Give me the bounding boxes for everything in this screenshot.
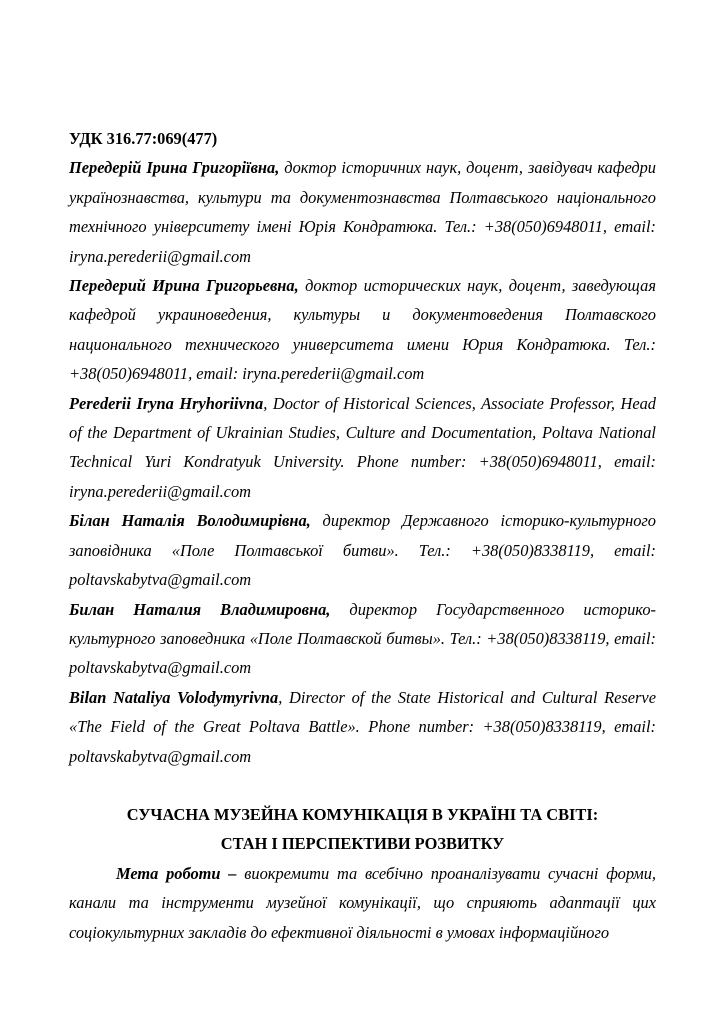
author-info: , Doctor of Historical Sciences, Associate Professor, Head of the Department of Ukrainian Studies, Culture and Documentation, Poltava National Technical Yuri Kondratyuk University. Phone number: +38(050)6948011, email: iryna.perederii@gmail.com bbox=[69, 393, 656, 501]
author-info: директор Державного історико-культурного заповідника «Поле Полтавської битви». Тел.: +38(050)8338119, email: poltavskabytva@gmail.com bbox=[69, 511, 656, 590]
author-block-uk-1 bbox=[69, 153, 656, 271]
aim-text: виокремити та всебічно проаналізувати сучасні форми, канали та інструменти музейної комунікації, що сприяють адаптації цих соціокультурних закладів до ефективної діяльності в умовах інформаційного bbox=[69, 863, 656, 942]
author-name: Perederii Iryna Hryhoriivna bbox=[69, 393, 264, 413]
spacer bbox=[69, 771, 656, 800]
article-title-line-1: СУЧАСНА МУЗЕЙНА КОМУНІКАЦІЯ В УКРАЇНІ ТА СВІТІ: bbox=[126, 804, 599, 824]
author-block-ru-2 bbox=[69, 595, 656, 683]
author-info: доктор исторических наук, доцент, заведующая кафедрой украиноведения, культуры и документоведения Полтавского национального технического университета имени Юрия Кондратюка. Тел.: +38(050)6948011, email: iryna.perederii@gmail.com bbox=[69, 276, 656, 384]
author-name: Билан Наталия Владимировна, bbox=[69, 599, 331, 619]
author-info: , Director of the State Historical and Cultural Reserve «The Field of the Great Poltava Battle». Phone number: +38(050)8338119, email: poltavskabytva@gmail.com bbox=[69, 687, 656, 766]
author-info: директор Государственного историко-культурного заповедника «Поле Полтавской битвы». Тел.: +38(050)8338119, email: poltavskabytva@gmail.com bbox=[69, 599, 656, 678]
document-page bbox=[69, 124, 656, 947]
author-info: доктор історичних наук, доцент, завідувач кафедри українознавства, культури та документознавства Полтавського національного технічного університету імені Юрія Кондратюка. Тел.: +38(050)6948011, email: iryna.perederii@gmail.com bbox=[69, 158, 657, 266]
author-block-ru-1 bbox=[69, 271, 656, 389]
article-title-line-2: СТАН І ПЕРСПЕКТИВИ РОЗВИТКУ bbox=[220, 834, 505, 854]
author-block-en-1 bbox=[69, 389, 656, 507]
author-block-en-2 bbox=[69, 683, 656, 771]
author-name: Передерій Ірина Григоріївна, bbox=[69, 158, 280, 178]
udk-code: УДК 316.77:069(477) bbox=[69, 129, 218, 148]
author-name: Bilan Nataliya Volodymyrivna bbox=[69, 687, 279, 707]
author-name: Білан Наталія Володимирівна, bbox=[69, 511, 311, 531]
aim-paragraph bbox=[69, 859, 656, 947]
author-name: Передерий Ирина Григорьевна, bbox=[69, 276, 299, 296]
aim-label: Мета роботи – bbox=[116, 863, 237, 883]
author-block-uk-2 bbox=[69, 506, 656, 594]
